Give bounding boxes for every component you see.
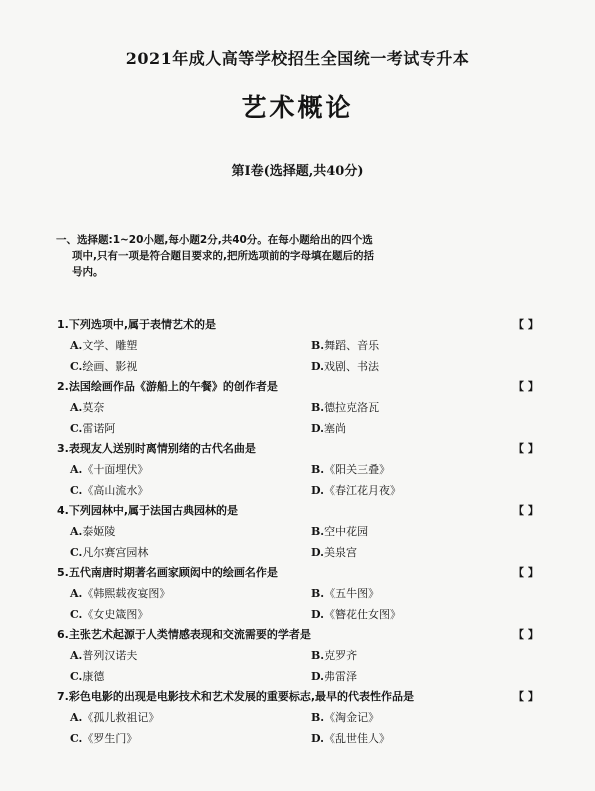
option-text: 普列汉诺夫 — [82, 649, 138, 662]
option-d — [311, 358, 379, 374]
option-text: 美泉宫 — [323, 546, 357, 559]
option-a — [70, 647, 137, 663]
option-d — [311, 544, 357, 560]
option-b — [311, 709, 379, 725]
option-key: A. — [70, 649, 83, 662]
option-text: 舞蹈、音乐 — [324, 339, 380, 352]
option-key: D. — [311, 546, 324, 559]
answer-bracket: 【 】 — [513, 442, 539, 455]
option-text: 《簪花仕女图》 — [323, 608, 401, 621]
option-a — [70, 461, 148, 477]
option-b — [311, 585, 379, 601]
option-b — [311, 647, 357, 663]
question-3 — [0, 440, 595, 502]
instructions — [56, 232, 456, 280]
option-a — [70, 709, 159, 725]
option-c — [70, 668, 104, 684]
option-key: D. — [311, 670, 324, 683]
option-key: D. — [311, 732, 324, 745]
option-c — [70, 606, 148, 622]
option-key: B. — [311, 587, 325, 600]
option-key: A. — [70, 463, 83, 476]
option-key: C. — [70, 608, 83, 621]
question-list — [0, 316, 595, 750]
option-key: B. — [311, 339, 325, 352]
answer-bracket: 【 】 — [513, 380, 539, 393]
option-key: D. — [311, 422, 324, 435]
option-key: C. — [70, 422, 83, 435]
question-stem: 4.下列园林中,属于法国古典园林的是 — [57, 504, 239, 517]
option-text: 克罗齐 — [324, 649, 358, 662]
option-text: 《春江花月夜》 — [323, 484, 401, 497]
option-text: 《高山流水》 — [82, 484, 149, 497]
option-a — [70, 585, 170, 601]
option-c — [70, 358, 137, 374]
option-key: A. — [70, 401, 83, 414]
option-key: C. — [70, 670, 83, 683]
option-b — [311, 523, 368, 539]
option-key: A. — [70, 711, 83, 724]
instructions-line-3: 号内。 — [72, 266, 104, 278]
answer-bracket: 【 】 — [513, 504, 539, 517]
option-text: 《乱世佳人》 — [323, 732, 390, 745]
question-stem: 5.五代南唐时期著名画家顾闳中的绘画名作是 — [57, 566, 278, 579]
option-key: A. — [70, 525, 83, 538]
option-text: 泰姬陵 — [82, 525, 116, 538]
option-text: 雷诺阿 — [82, 422, 116, 435]
option-c — [70, 482, 148, 498]
section-title: 第Ⅰ卷(选择题,共40分) — [231, 164, 364, 179]
option-key: B. — [311, 711, 325, 724]
answer-bracket: 【 】 — [513, 690, 539, 703]
exam-title: 2021年成人高等学校招生全国统一考试专升本 — [125, 49, 470, 68]
question-stem: 2.法国绘画作品《游船上的午餐》的创作者是 — [57, 380, 278, 393]
option-key: B. — [311, 525, 325, 538]
option-b — [311, 399, 379, 415]
option-text: 文学、雕塑 — [82, 339, 138, 352]
question-stem: 6.主张艺术起源于人类情感表现和交流需要的学者是 — [57, 628, 311, 641]
option-text: 空中花园 — [324, 525, 369, 538]
option-key: D. — [311, 608, 324, 621]
option-a — [70, 337, 137, 353]
option-d — [311, 482, 401, 498]
option-text: 《罗生门》 — [82, 732, 138, 745]
option-b — [311, 337, 379, 353]
instructions-line-1: 一、选择题:1~20小题,每小题2分,共40分。在每小题给出的四个选 — [56, 234, 373, 246]
option-key: A. — [70, 339, 83, 352]
question-stem: 1.下列选项中,属于表情艺术的是 — [57, 318, 217, 331]
option-a — [70, 523, 115, 539]
option-text: 《五牛图》 — [324, 587, 380, 600]
option-text: 凡尔赛宫园林 — [82, 546, 149, 559]
option-key: C. — [70, 360, 83, 373]
option-text: 《女史箴图》 — [82, 608, 149, 621]
question-7 — [0, 688, 595, 750]
option-d — [311, 420, 346, 436]
option-text: 绘画、影视 — [82, 360, 138, 373]
option-d — [311, 730, 390, 746]
question-5 — [0, 564, 595, 626]
option-text: 弗雷泽 — [323, 670, 357, 683]
question-4 — [0, 502, 595, 564]
option-text: 戏剧、书法 — [323, 360, 379, 373]
question-stem: 7.彩色电影的出现是电影技术和艺术发展的重要标志,最早的代表性作品是 — [57, 690, 415, 703]
option-text: 康德 — [82, 670, 105, 683]
subject-title: 艺术概论 — [241, 93, 354, 122]
option-key: B. — [311, 649, 325, 662]
option-key: A. — [70, 587, 83, 600]
answer-bracket: 【 】 — [513, 628, 539, 641]
option-text: 莫奈 — [82, 401, 105, 414]
option-d — [311, 606, 401, 622]
option-c — [70, 730, 137, 746]
option-a — [70, 399, 104, 415]
option-key: B. — [311, 463, 325, 476]
answer-bracket: 【 】 — [513, 318, 539, 331]
option-text: 塞尚 — [323, 422, 346, 435]
option-key: C. — [70, 732, 83, 745]
option-key: C. — [70, 484, 83, 497]
option-key: C. — [70, 546, 83, 559]
question-1 — [0, 316, 595, 378]
option-text: 《十面埋伏》 — [82, 463, 149, 476]
option-key: D. — [311, 484, 324, 497]
option-d — [311, 668, 357, 684]
option-key: B. — [311, 401, 325, 414]
option-text: 《孤儿救祖记》 — [82, 711, 160, 724]
instructions-line-2: 项中,只有一项是符合题目要求的,把所选项前的字母填在题后的括 — [72, 250, 374, 262]
option-c — [70, 420, 115, 436]
option-c — [70, 544, 148, 560]
question-6 — [0, 626, 595, 688]
option-text: 《韩熙载夜宴图》 — [82, 587, 171, 600]
option-key: D. — [311, 360, 324, 373]
answer-bracket: 【 】 — [513, 566, 539, 579]
question-stem: 3.表现友人送别时离情别绪的古代名曲是 — [57, 442, 256, 455]
option-text: 德拉克洛瓦 — [324, 401, 380, 414]
option-b — [311, 461, 390, 477]
option-text: 《淘金记》 — [324, 711, 380, 724]
question-2 — [0, 378, 595, 440]
option-text: 《阳关三叠》 — [324, 463, 391, 476]
